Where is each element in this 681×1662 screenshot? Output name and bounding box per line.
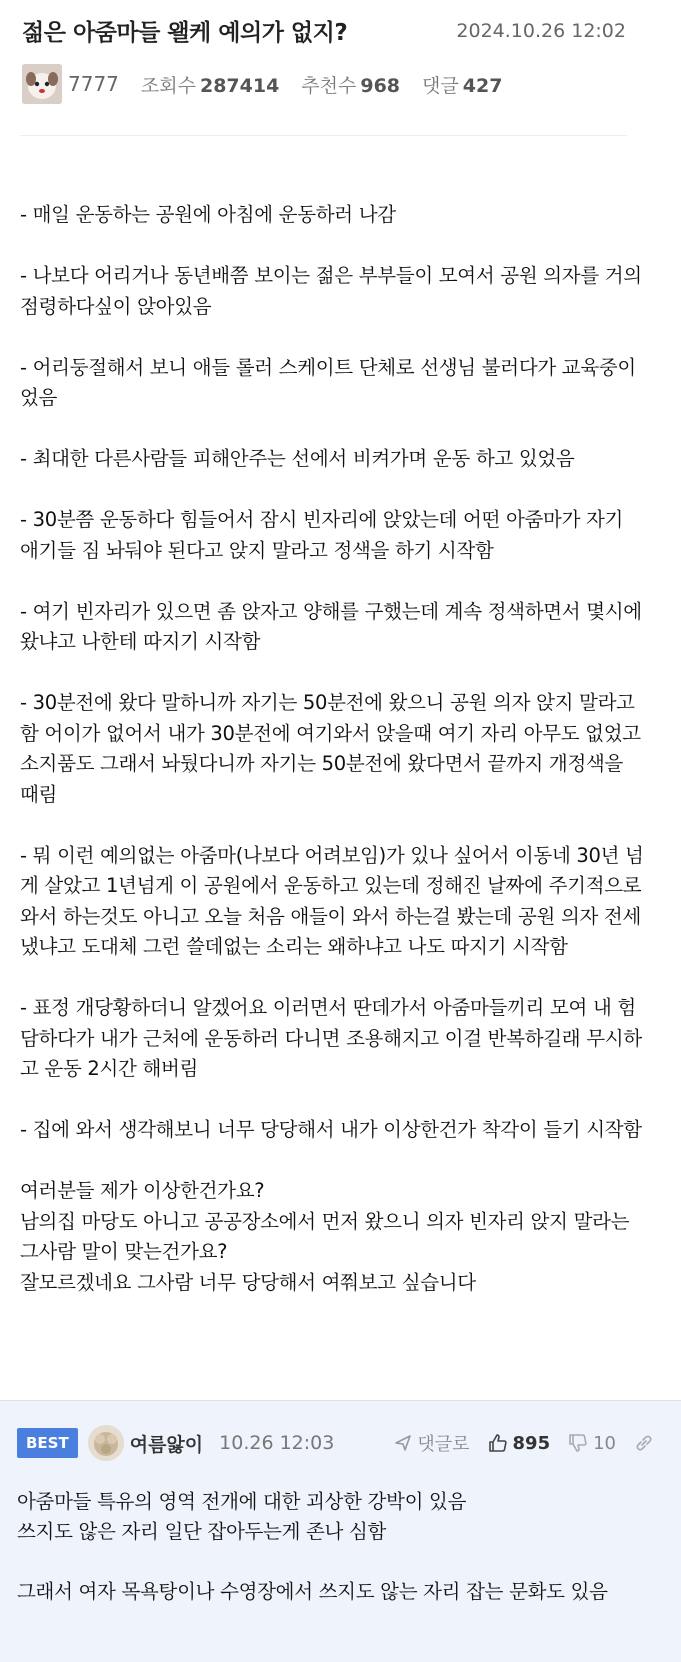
comment-paragraph: 그래서 여자 목욕탕이나 수영장에서 쓰지도 않는 자리 잡는 문화도 있음 [17, 1580, 608, 1603]
best-badge: BEST [17, 1428, 78, 1458]
post-paragraph: - 뭐 이런 예의없는 아줌마(나보다 어려보임)가 있나 싶어서 이동네 30년 넘게 살았고 1년넘게 이 공원에서 운동하고 있는데 정해진 날짜에 주기적으로 와서 하는것도 아니고 오늘 처음 애들이 와서 하는걸 봤는데 공원 의자 전세냈냐고 도대체 그런 쓸데없는 소리는 왜하냐고 나도 따지기 시작함 [20, 843, 644, 958]
post-paragraph: - 30분쯤 운동하다 힘들어서 잠시 빈자리에 앉았는데 어떤 아줌마가 자기 애기들 짐 놔둬야 된다고 앉지 말라고 정색을 하기 시작함 [20, 508, 624, 562]
post-paragraph: - 집에 와서 생각해보니 너무 당당해서 내가 이상한건가 착각이 들기 시작함 [20, 1118, 642, 1141]
post-date: 2024.10.26 12:02 [456, 20, 626, 42]
dislike-count-value: 10 [593, 1432, 616, 1454]
comment-actions [376, 1425, 659, 1461]
post-paragraph: - 최대한 다른사람들 피해안주는 선에서 비켜가며 운동 하고 있었음 [20, 447, 575, 470]
post-header [0, 0, 681, 140]
best-comment [0, 1400, 681, 1662]
post-paragraph: - 매일 운동하는 공원에 아침에 운동하러 나감 [20, 203, 396, 226]
dislike-button[interactable] [568, 1433, 616, 1454]
like-count: 추천수 968 [301, 74, 401, 97]
post-paragraph: - 어리둥절해서 보니 애들 롤러 스케이트 단체로 선생님 불러다가 교육중이었음 [20, 355, 636, 409]
reply-button[interactable] [394, 1430, 469, 1456]
post-title: 젊은 아줌마들 왤케 예의가 없지? [22, 20, 348, 46]
commenter-name[interactable]: 여름앓이 [129, 1433, 204, 1456]
view-count: 조회수 287414 [140, 74, 280, 97]
comment-body [17, 1487, 657, 1637]
author-avatar[interactable] [22, 64, 62, 104]
comment-header [17, 1425, 669, 1461]
like-count-value: 895 [512, 1432, 551, 1454]
comment-paragraph: 아줌마들 특유의 영역 전개에 대한 괴상한 강박이 있음 쓰지도 않은 자리 일단 잡아두는게 존나 심함 [17, 1490, 467, 1543]
comment-count: 댓글 427 [422, 74, 503, 97]
header-divider [20, 135, 627, 136]
reply-arrow-icon [394, 1434, 412, 1452]
post-paragraph: - 표정 개당황하더니 알겠어요 이러면서 딴데가서 아줌마들끼리 모여 내 험담하다가 내가 근처에 운동하러 다니면 조용해지고 이걸 반복하길래 무시하고 운동 2시간 해버림 [20, 996, 642, 1080]
post-meta [22, 64, 524, 104]
reply-label: 댓글로 [417, 1434, 470, 1455]
post-paragraph: 여러분들 제가 이상한건가요? 남의집 마당도 아니고 공공장소에서 먼저 왔으니 의자 빈자리 앉지 말라는 그사람 말이 맞는건가요? 잘모르겠네요 그사람 너무 당당해서 여쭤보고 싶습니다 [20, 1179, 630, 1294]
thumbs-down-icon [568, 1433, 588, 1453]
post-paragraph: - 30분전에 왔다 말하니까 자기는 50분전에 왔으니 공원 의자 앉지 말라고 함 어이가 없어서 내가 30분전에 여기와서 앉을때 여기 자리 아무도 없었고 소지품도 그래서 놔뒀다니까 자기는 50분전에 왔다면서 끝까지 개정색을 때림 [20, 691, 641, 806]
link-button[interactable] [634, 1433, 659, 1453]
thumbs-up-icon [488, 1433, 508, 1453]
post-author[interactable]: 7777 [68, 72, 119, 96]
post-paragraph: - 나보다 어리거나 동년배쯤 보이는 젊은 부부들이 모여서 공원 의자를 거의 점령하다싶이 앉아있음 [20, 264, 642, 318]
post-paragraph: - 여기 빈자리가 있으면 좀 앉자고 양해를 구했는데 계속 정색하면서 몇시에 왔냐고 나한테 따지기 시작함 [20, 599, 642, 653]
like-button[interactable] [488, 1433, 551, 1454]
commenter-avatar[interactable] [88, 1425, 124, 1461]
post-body [20, 200, 645, 1298]
comment-date: 10.26 12:03 [219, 1432, 335, 1454]
link-icon [634, 1433, 654, 1453]
